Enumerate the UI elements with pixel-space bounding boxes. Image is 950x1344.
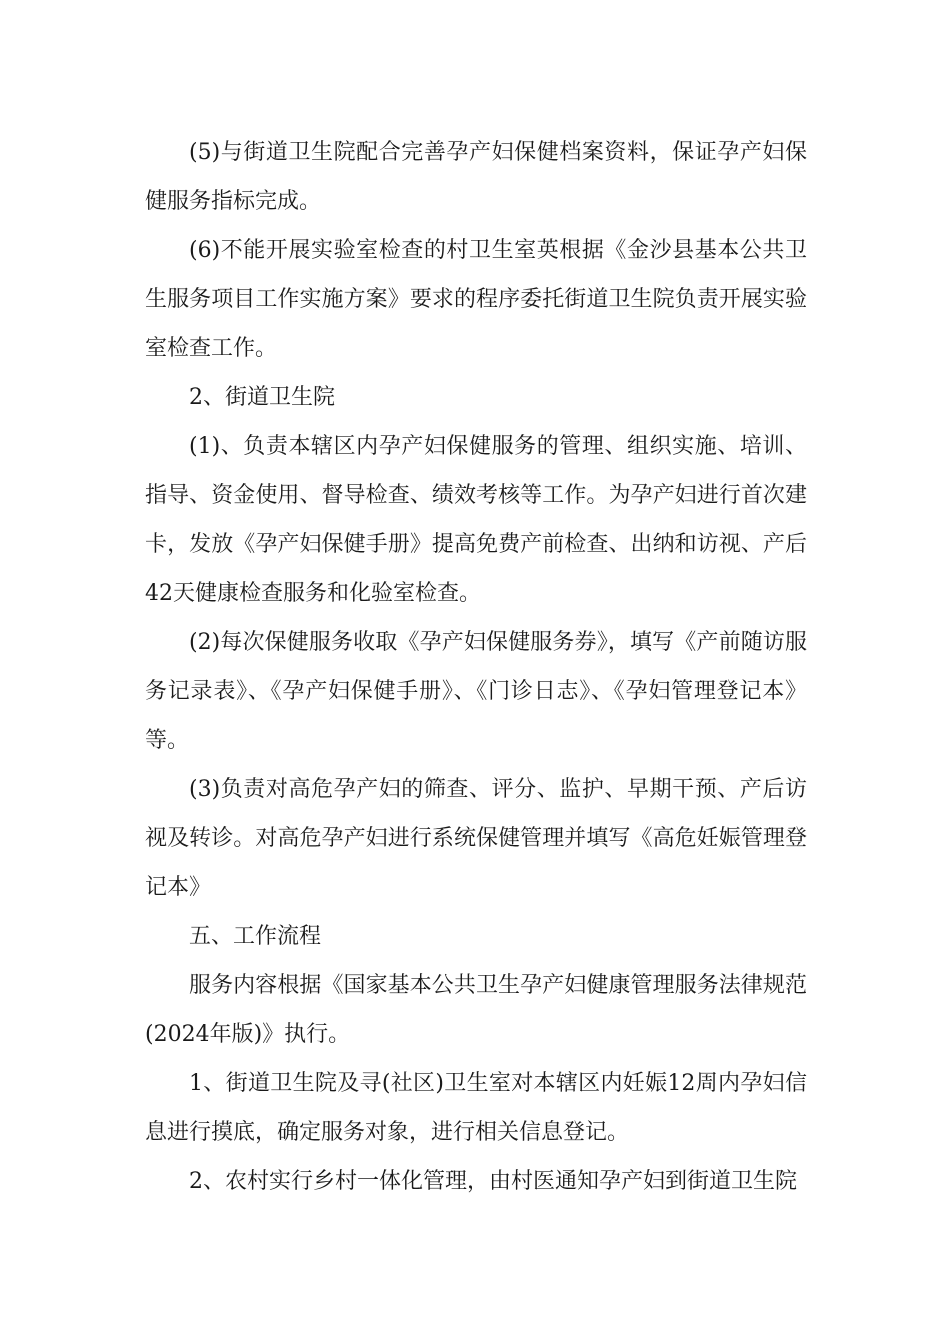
section-heading-workflow: 五、工作流程: [189, 924, 322, 949]
paragraph-workflow-step-1: 1、街道卫生院及寻(社区)卫生室对本辖区内妊娠12周内孕妇信息进行摸底，确定服务对象，进行相关信息登记。: [145, 1071, 807, 1145]
paragraph-item-6: (6)不能开展实验室检查的村卫生室英根据《金沙县基本公共卫生服务项目工作实施方案》要求的程序委托街道卫生院负责开展实验室检查工作。: [145, 238, 807, 361]
document-body: [145, 128, 807, 1206]
paragraph-item-1: (1)、负责本辖区内孕产妇保健服务的管理、组织实施、培训、指导、资金使用、督导检查、绩效考核等工作。为孕产妇进行首次建卡，发放《孕产妇保健手册》提高免费产前检查、出纳和访视、产后42天健康检查服务和化验室检查。: [145, 434, 807, 606]
paragraph-item-3: (3)负责对高危孕产妇的筛查、评分、监护、早期干预、产后访视及转诊。对高危孕产妇进行系统保健管理并填写《高危妊娠管理登记本》: [145, 777, 807, 900]
section-heading-street-hospital: 2、街道卫生院: [189, 385, 335, 410]
paragraph-item-2: (2)每次保健服务收取《孕产妇保健服务券》，填写《产前随访服务记录表》、《孕产妇保健手册》、《门诊日志》、《孕妇管理登记本》等。: [145, 630, 807, 753]
paragraph-workflow-step-2: 2、农村实行乡村一体化管理，由村医通知孕产妇到街道卫生院: [189, 1169, 797, 1194]
paragraph-service-content: 服务内容根据《国家基本公共卫生孕产妇健康管理服务法律规范(2024年版)》执行。: [145, 973, 807, 1047]
paragraph-item-5: (5)与街道卫生院配合完善孕产妇保健档案资料，保证孕产妇保健服务指标完成。: [145, 140, 807, 214]
